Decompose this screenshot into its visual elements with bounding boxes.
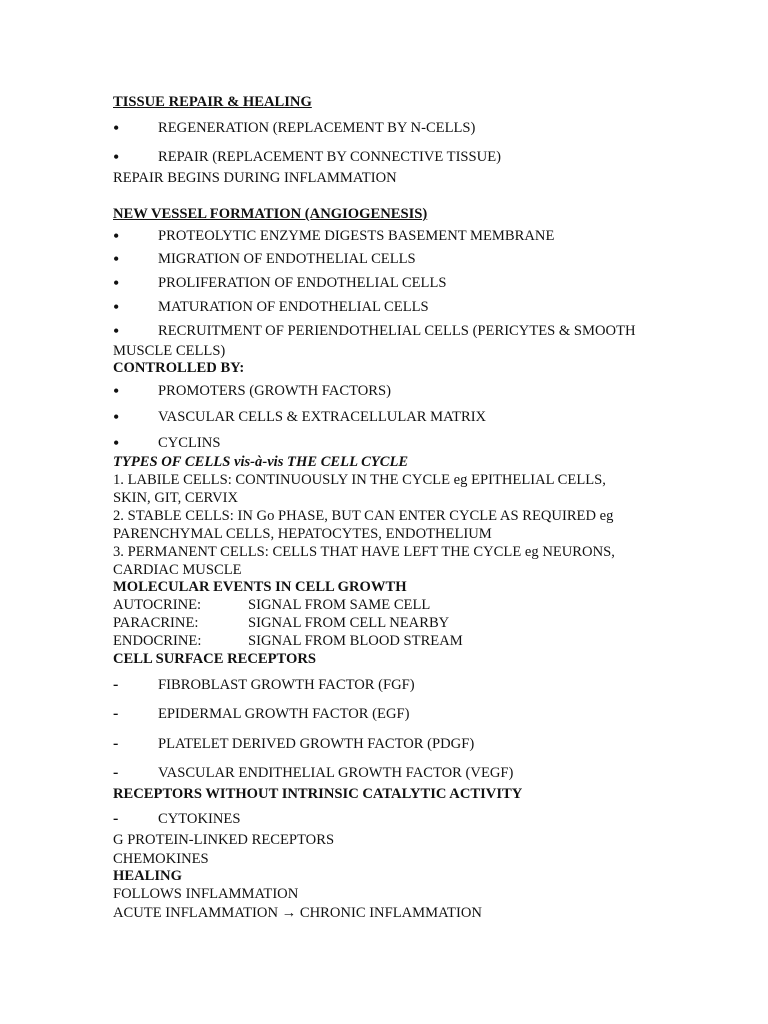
heading-angiogenesis: NEW VESSEL FORMATION (ANGIOGENESIS) (113, 206, 428, 222)
text-line: CHEMOKINES (113, 851, 209, 867)
text-line: SKIN, GIT, CERVIX (113, 490, 239, 506)
dash-bullet-icon: - (113, 676, 119, 693)
bullet-icon: • (113, 321, 120, 341)
bullet-icon: • (113, 433, 120, 453)
text-line: G PROTEIN-LINKED RECEPTORS (113, 832, 335, 848)
document-page: TISSUE REPAIR & HEALING • REGENERATION (REPLACEMENT BY N-CELLS) • REPAIR (REPLACEMENT BY CONNECTIVE TISSUE) REPAIR BEGINS DURING INFLAMMATION NEW VESSEL FORMATION (ANGIOGENESIS) • PROTEOLYTIC ENZYME DIGESTS BASEMENT MEMBRANE • MIGRATION OF ENDOTHELIAL CELLS • PROLIFERATION OF ENDOTHELIAL CELLS • MATURATION OF ENDOTHELIAL CELLS • RECRUITMENT OF PERIENDOTHELIAL CELLS (PERICYTES & SMOOTH MUSCLE CELLS) CONTROLLED BY: • PROMOTERS (GROWTH FACTORS) • VASCULAR CELLS & EXTRACELLULAR MATRIX • CYCLINS TYPES OF CELLS vis-à-vis THE CELL CYCLE 1. LABILE CELLS: CONTINUOUSLY IN THE CYCLE eg EPITHELIAL CELLS, SKIN, GIT, CERVIX 2. STABLE CELLS: IN Go PHASE, BUT CAN ENTER CYCLE AS REQUIRED eg PARENCHYMAL CELLS, HEPATOCYTES, ENDOTHELIUM 3. PERMANENT CELLS: CELLS THAT HAVE LEFT THE CYCLE eg NEURONS, CARDIAC MUSCLE MOLECULAR EVENTS IN CELL GROWTH AUTOCRINE: SIGNAL FROM SAME CELL PARACRINE: SIGNAL FROM CELL NEARBY ENDOCRINE: SIGNAL FROM BLOOD STREAM CELL SURFACE RECEPTORS - FIBROBLAST GROWTH FACTOR (FGF) - EPIDERMAL GROWTH FACTOR (EGF) - PLATELET DERIVED GROWTH FACTOR (PDGF) - VASCULAR ENDITHELIAL GROWTH FACTOR (VEGF) RECEPTORS WITHOUT INTRINSIC CATALYTIC ACTIVITY - CYTOKINES G PROTEIN-LINKED RECEPTORS CHEMOKINES HEALING FOLLOWS INFLAMMATION ACUTE INFLAMMATION → CHRONIC INFLAMMATION (113, 94, 636, 921)
repair-note: REPAIR BEGINS DURING INFLAMMATION (113, 170, 397, 186)
text-line: 2. STABLE CELLS: IN Go PHASE, BUT CAN ENTER CYCLE AS REQUIRED eg (113, 508, 614, 524)
bullet-icon: • (113, 297, 120, 317)
signal-row (113, 596, 430, 614)
signal-desc: SIGNAL FROM CELL NEARBY (248, 615, 450, 631)
signal-desc: SIGNAL FROM SAME CELL (248, 597, 431, 613)
text-line: PARENCHYMAL CELLS, HEPATOCYTES, ENDOTHELIUM (113, 526, 492, 542)
bullet-icon: • (113, 226, 120, 246)
dash-bullet-icon: - (113, 764, 119, 781)
bullet-icon: • (113, 118, 120, 138)
signal-row (113, 614, 449, 632)
text-line: FOLLOWS INFLAMMATION (113, 886, 299, 902)
heading-tissue-repair: TISSUE REPAIR & HEALING (113, 94, 312, 110)
heading-cell-surface-receptors: CELL SURFACE RECEPTORS (113, 651, 317, 667)
text-line: 3. PERMANENT CELLS: CELLS THAT HAVE LEFT THE CYCLE eg NEURONS, (113, 544, 615, 560)
dash-bullet-icon: - (113, 735, 119, 752)
bullet-icon: • (113, 147, 120, 167)
heading-controlled-by: CONTROLLED BY: (113, 360, 245, 376)
dash-bullet-icon: - (113, 705, 119, 722)
bullet-icon: • (113, 249, 120, 269)
signal-row (113, 632, 463, 650)
heading-molecular-events: MOLECULAR EVENTS IN CELL GROWTH (113, 579, 407, 595)
signal-term: ENDOCRINE: (113, 633, 202, 649)
text-line: ACUTE INFLAMMATION → CHRONIC INFLAMMATION (113, 905, 482, 921)
bullet-icon: • (113, 407, 120, 427)
text-line: CARDIAC MUSCLE (113, 562, 242, 578)
signal-term: PARACRINE: (113, 615, 199, 631)
list-item-continuation: MUSCLE CELLS) (113, 343, 226, 359)
heading-healing: HEALING (113, 868, 182, 884)
signal-desc: SIGNAL FROM BLOOD STREAM (248, 633, 463, 649)
bullet-icon: • (113, 273, 120, 293)
heading-receptors-no-catalytic: RECEPTORS WITHOUT INTRINSIC CATALYTIC ACTIVITY (113, 786, 523, 802)
heading-cell-types: TYPES OF CELLS vis-à-vis THE CELL CYCLE (113, 454, 409, 470)
signal-term: AUTOCRINE: (113, 597, 202, 613)
text-line: 1. LABILE CELLS: CONTINUOUSLY IN THE CYCLE eg EPITHELIAL CELLS, (113, 472, 606, 488)
bullet-icon: • (113, 381, 120, 401)
dash-bullet-icon: - (113, 810, 119, 827)
